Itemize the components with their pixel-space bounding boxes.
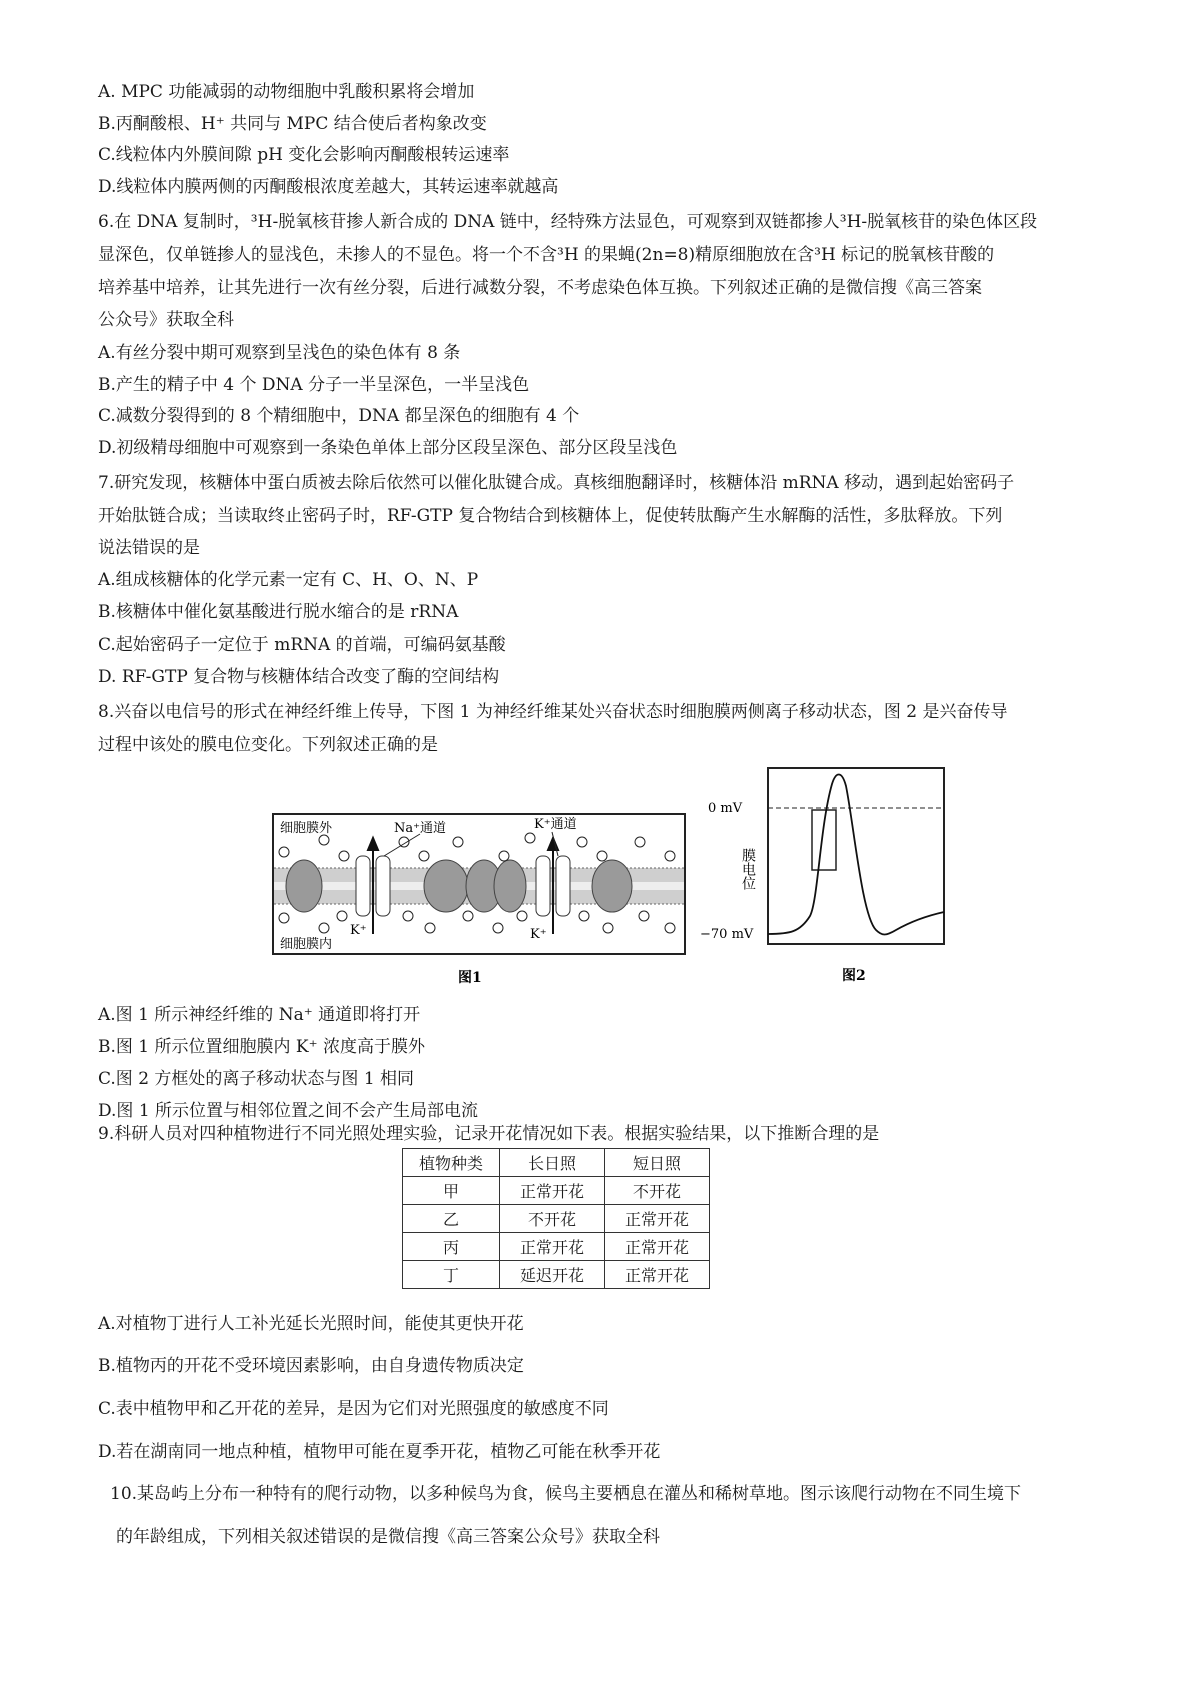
q5-option-c: C.线粒体内外膜间隙 pH 变化会影响丙酮酸根转运速率 — [98, 145, 510, 165]
table-header: 短日照 — [605, 1149, 710, 1177]
q9-option-c: C.表中植物甲和乙开花的差异，是因为它们对光照强度的敏感度不同 — [98, 1399, 609, 1419]
table-cell: 乙 — [403, 1205, 500, 1233]
k-channel-label: K⁺通道 — [534, 817, 577, 832]
table-header: 植物种类 — [403, 1149, 500, 1177]
q6-option-b: B.产生的精子中 4 个 DNA 分子一半呈深色，一半呈浅色 — [98, 375, 530, 395]
q9-stem: 9.科研人员对四种植物进行不同光照处理实验，记录开花情况如下表。根据实验结果，以下推断合理的是 — [98, 1124, 880, 1144]
table-cell: 丁 — [403, 1261, 500, 1289]
table-cell: 正常开花 — [605, 1233, 710, 1261]
q5-option-b: B.丙酮酸根、H⁺ 共同与 MPC 结合使后者构象改变 — [98, 114, 487, 134]
inside-label: 细胞膜内 — [280, 937, 333, 952]
y-axis-label: 膜电位 — [740, 848, 756, 890]
q8-option-a: A.图 1 所示神经纤维的 Na⁺ 通道即将打开 — [98, 1005, 421, 1025]
table-cell: 正常开花 — [605, 1261, 710, 1289]
zero-mv-label: 0 mV — [708, 801, 743, 816]
q8-stem-line: 过程中该处的膜电位变化。下列叙述正确的是 — [98, 735, 438, 755]
q9-option-d: D.若在湖南同一地点种植，植物甲可能在夏季开花，植物乙可能在秋季开花 — [98, 1442, 661, 1462]
q8-option-c: C.图 2 方框处的离子移动状态与图 1 相同 — [98, 1069, 415, 1089]
na-channel-label: Na⁺通道 — [394, 821, 446, 836]
q9-option-b: B.植物丙的开花不受环境因素影响，由自身遗传物质决定 — [98, 1356, 524, 1376]
table-cell: 正常开花 — [500, 1233, 605, 1261]
table-cell: 甲 — [403, 1177, 500, 1205]
k-ion-label-2: K⁺ — [530, 927, 547, 942]
q9-option-a: A.对植物丁进行人工补光延长光照时间，能使其更快开花 — [98, 1314, 524, 1334]
q6-stem-line: 公众号》获取全科 — [98, 310, 234, 330]
q8-option-d: D.图 1 所示位置与相邻位置之间不会产生局部电流 — [98, 1101, 479, 1121]
flowering-table — [402, 1148, 710, 1289]
table-cell: 不开花 — [500, 1205, 605, 1233]
table-row — [403, 1205, 710, 1233]
table-cell: 延迟开花 — [500, 1261, 605, 1289]
q6-option-c: C.减数分裂得到的 8 个精细胞中，DNA 都呈深色的细胞有 4 个 — [98, 406, 580, 426]
q6-stem-line: 培养基中培养，让其先进行一次有丝分裂，后进行减数分裂，不考虑染色体互换。下列叙述正确的是微信搜《高三答案 — [98, 278, 982, 298]
q10-stem-line: 的年龄组成，下列相关叙述错误的是微信搜《高三答案公众号》获取全科 — [116, 1527, 660, 1547]
figure-1-membrane-diagram — [272, 812, 686, 992]
table-header: 长日照 — [500, 1149, 605, 1177]
rest-mv-label: −70 mV — [700, 927, 754, 942]
q6-stem-line: 6.在 DNA 复制时，³H-脱氧核苷掺人新合成的 DNA 链中，经特殊方法显色，可观察到双链都掺人³H-脱氧核苷的染色体区段 — [98, 212, 1038, 232]
q6-option-d: D.初级精母细胞中可观察到一条染色单体上部分区段呈深色、部分区段呈浅色 — [98, 438, 678, 458]
q7-option-b: B.核糖体中催化氨基酸进行脱水缩合的是 rRNA — [98, 602, 459, 622]
table-cell: 正常开花 — [605, 1205, 710, 1233]
table-cell: 不开花 — [605, 1177, 710, 1205]
table-cell: 正常开花 — [500, 1177, 605, 1205]
table-cell: 丙 — [403, 1233, 500, 1261]
q7-stem-line: 开始肽链合成；当读取终止密码子时，RF-GTP 复合物结合到核糖体上，促使转肽酶产生水解酶的活性，多肽释放。下列 — [98, 506, 1003, 526]
q10-stem-line: 10.某岛屿上分布一种特有的爬行动物，以多种候鸟为食，候鸟主要栖息在灌丛和稀树草地。图示该爬行动物在不同生境下 — [110, 1484, 1022, 1504]
q5-option-d: D.线粒体内膜两侧的丙酮酸根浓度差越大，其转运速率就越高 — [98, 177, 559, 197]
figure-2-potential-graph — [700, 766, 950, 991]
table-row — [403, 1177, 710, 1205]
q5-option-a: A. MPC 功能减弱的动物细胞中乳酸积累将会增加 — [98, 82, 475, 102]
q7-stem-line: 说法错误的是 — [98, 538, 200, 558]
q7-stem-line: 7.研究发现，核糖体中蛋白质被去除后依然可以催化肽键合成。真核细胞翻译时，核糖体沿 mRNA 移动，遇到起始密码子 — [98, 473, 1015, 493]
k-ion-label-1: K⁺ — [350, 923, 367, 938]
table-row — [403, 1261, 710, 1289]
q7-option-a: A.组成核糖体的化学元素一定有 C、H、O、N、P — [98, 570, 479, 590]
q7-option-d: D. RF-GTP 复合物与核糖体结合改变了酶的空间结构 — [98, 667, 500, 687]
table-row — [403, 1233, 710, 1261]
q8-stem-line: 8.兴奋以电信号的形式在神经纤维上传导，下图 1 为神经纤维某处兴奋状态时细胞膜两侧离子移动状态，图 2 是兴奋传导 — [98, 702, 1008, 722]
q6-stem-line: 显深色，仅单链掺人的显浅色，未掺人的不显色。将一个不含³H 的果蝇(2n=8)精原细胞放在含³H 标记的脱氧核苷酸的 — [98, 245, 995, 265]
q8-option-b: B.图 1 所示位置细胞膜内 K⁺ 浓度高于膜外 — [98, 1037, 426, 1057]
outside-label: 细胞膜外 — [280, 821, 333, 836]
table-header-row — [403, 1149, 710, 1177]
figure-2-caption: 图2 — [842, 968, 866, 984]
q6-option-a: A.有丝分裂中期可观察到呈浅色的染色体有 8 条 — [98, 343, 461, 363]
figure-1-caption: 图1 — [458, 970, 482, 986]
q7-option-c: C.起始密码子一定位于 mRNA 的首端，可编码氨基酸 — [98, 635, 506, 655]
